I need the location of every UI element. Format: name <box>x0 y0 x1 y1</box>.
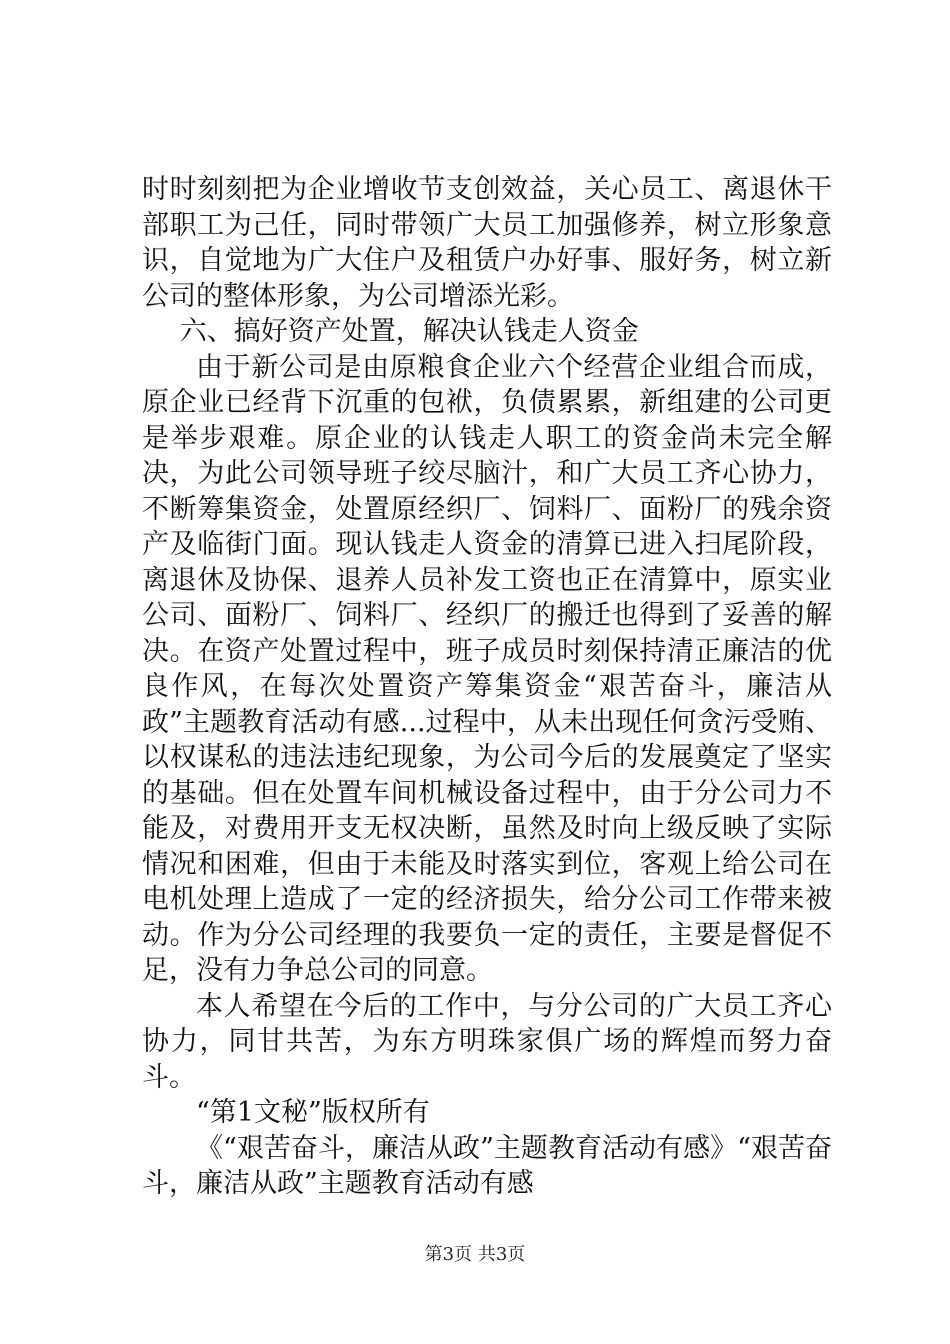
paragraph-continuation: 时时刻刻把为企业增收节支创效益，关心员工、离退休干部职工为己任，同时带领广大员工加强修养，树立形象意识，自觉地为广大住户及租赁户办好事、服好务，树立新公司的整体形象，为公司增添光彩。 <box>142 174 832 312</box>
section-heading: 六、搞好资产处置，解决认钱走人资金 <box>179 316 639 347</box>
paragraph-asset-disposal: 由于新公司是由原粮食企业六个经营企业组合而成，原企业已经背下沉重的包袱，负债累累，新组建的公司更是举步艰难。原企业的认钱走人职工的资金尚未完全解决，为此公司领导班子绞尽脑汁，和广大员工齐心协力，不断筹集资金，处置原经织厂、饲料厂、面粉厂的残余资产及临街门面。现认钱走人资金的清算已进入扫尾阶段，离退休及协保、退养人员补发工资也正在清算中，原实业公司、面粉厂、饲料厂、经织厂的搬迁也得到了妥善的解决。在资产处置过程中，班子成员时刻保持清正廉洁的优良作风，在每次处置资产筹集资金“艰苦奋斗，廉洁从政”主题教育活动有感...过程中，从未出现任何贪污受贿、以权谋私的违法违纪现象，为公司今后的发展奠定了坚实的基础。但在处置车间机械设备过程中，由于分公司力不能及，对费用开支无权决断，虽然及时向上级反映了实际情况和困难，但由于未能及时落实到位，客观上给公司在电机处理上造成了一定的经济损失，给分公司工作带来被动。作为分公司经理的我要负一定的责任，主要是督促不足，没有力争总公司的同意。 <box>142 351 832 986</box>
document-body <box>142 172 832 1202</box>
title-reference: 《“艰苦奋斗，廉洁从政”主题教育活动有感》“艰苦奋斗，廉洁从政”主题教育活动有感 <box>142 1132 832 1199</box>
page-number-footer: 第3页 共3页 <box>424 1244 526 1265</box>
paragraph-closing: 本人希望在今后的工作中，与分公司的广大员工齐心协力，同甘共苦，为东方明珠家俱广场的辉煌而努力奋斗。 <box>142 990 832 1093</box>
copyright-line: “第1文秘”版权所有 <box>196 1097 430 1128</box>
